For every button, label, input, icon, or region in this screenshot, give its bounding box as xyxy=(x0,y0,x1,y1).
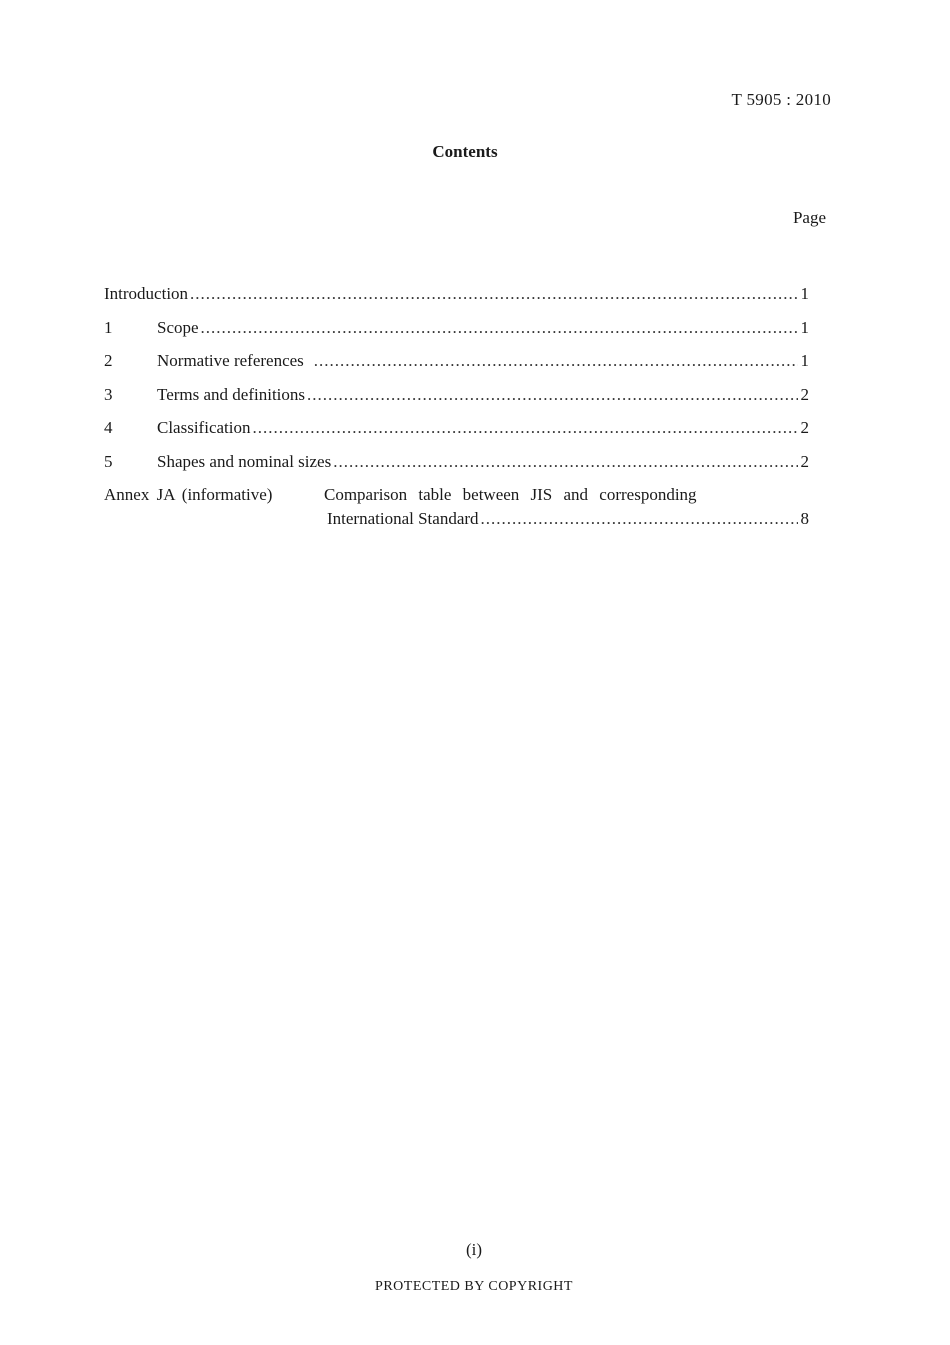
toc-entry-page: 2 xyxy=(800,451,809,471)
annex-title-line2: International Standard xyxy=(327,509,479,528)
copyright-notice: PROTECTED BY COPYRIGHT xyxy=(375,1279,573,1294)
toc-entry-number: 1 xyxy=(104,317,113,337)
toc-dot-leader xyxy=(333,452,797,472)
toc-entry-scope[interactable] xyxy=(104,318,809,352)
toc-entry-title: Terms and definitions xyxy=(157,384,306,404)
toc-entry-title: Shapes and nominal sizes xyxy=(157,451,332,471)
toc-entry-normative-references[interactable] xyxy=(104,351,809,385)
page-number: (i) xyxy=(465,1240,483,1259)
annex-title-line1: Comparison table between JIS and corresponding xyxy=(324,485,697,504)
annex-label: Annex JA (informative) xyxy=(104,485,273,504)
toc-entry-title: Introduction xyxy=(104,284,189,303)
toc-dot-leader xyxy=(201,318,798,338)
toc-entry-page: 2 xyxy=(800,418,809,437)
contents-title: Contents xyxy=(432,142,498,161)
toc-entry-page: 1 xyxy=(800,284,809,303)
toc-entry-page: 1 xyxy=(800,317,809,337)
toc-entry-annex-ja[interactable] xyxy=(104,485,809,529)
toc-entry-number: 2 xyxy=(104,351,113,370)
toc-entry-page: 1 xyxy=(800,351,809,370)
toc-entry-classification[interactable] xyxy=(104,418,809,452)
toc-entry-number: 3 xyxy=(104,384,113,404)
toc-entry-title: Scope xyxy=(157,317,199,337)
annex-page: 8 xyxy=(800,509,809,528)
toc-entry-page: 2 xyxy=(800,384,809,404)
toc-entry-introduction[interactable] xyxy=(104,284,809,318)
toc-entry-title: Classification xyxy=(157,418,251,437)
toc-entry-number: 5 xyxy=(104,451,113,471)
toc-entry-title: Normative references xyxy=(157,351,304,370)
toc-dot-leader xyxy=(481,509,798,529)
toc-entry-shapes-and-nominal-sizes[interactable] xyxy=(104,452,809,486)
table-of-contents xyxy=(104,284,809,529)
toc-dot-leader xyxy=(307,385,797,405)
toc-entry-number: 4 xyxy=(104,418,113,437)
toc-entry-terms-and-definitions[interactable] xyxy=(104,385,809,419)
toc-dot-leader xyxy=(190,284,797,304)
page-column-label: Page xyxy=(792,208,826,227)
document-id: T 5905 : 2010 xyxy=(731,90,831,109)
toc-dot-leader xyxy=(252,418,797,438)
toc-dot-leader xyxy=(314,351,798,371)
